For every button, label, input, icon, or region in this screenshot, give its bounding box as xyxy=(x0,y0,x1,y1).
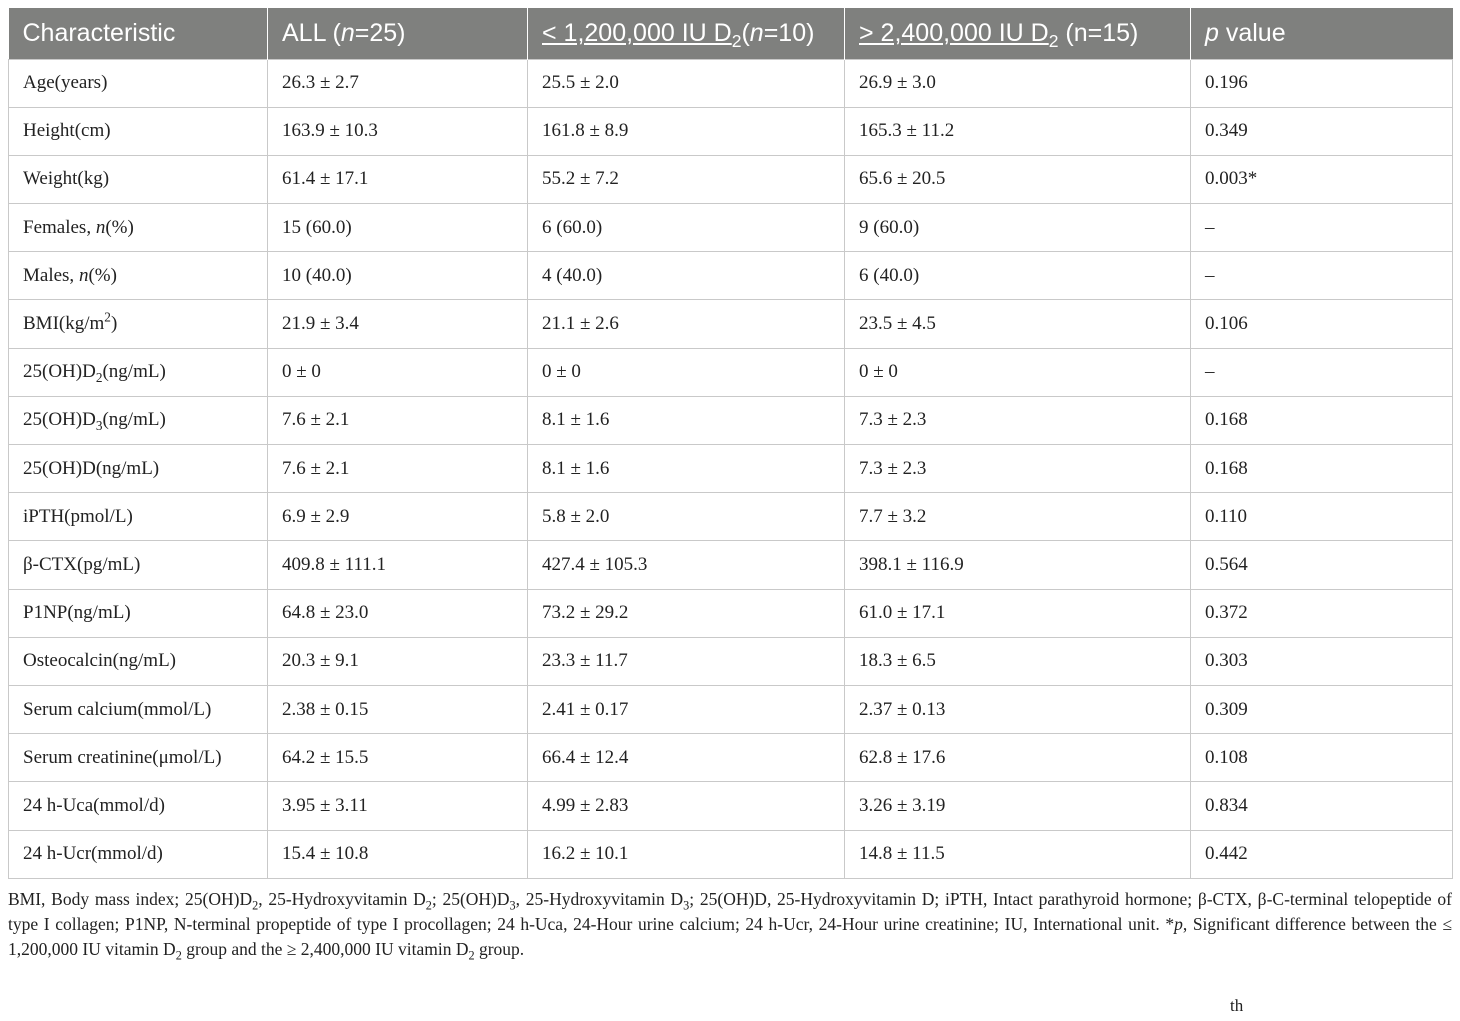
cell-low: 8.1 ± 1.6 xyxy=(528,396,845,444)
cell-p: 0.309 xyxy=(1191,685,1453,733)
table-container xyxy=(8,8,1452,879)
cell-all: 3.95 ± 3.11 xyxy=(268,782,528,830)
cell-low: 55.2 ± 7.2 xyxy=(528,155,845,203)
row-label: Males, n(%) xyxy=(9,252,268,300)
table-row xyxy=(9,445,1453,493)
cell-all: 20.3 ± 9.1 xyxy=(268,637,528,685)
cell-p: 0.108 xyxy=(1191,734,1453,782)
row-label: Age(years) xyxy=(9,59,268,107)
cell-p: 0.442 xyxy=(1191,830,1453,878)
cell-high: 62.8 ± 17.6 xyxy=(845,734,1191,782)
header-characteristic: Characteristic xyxy=(9,8,268,59)
row-label: Females, n(%) xyxy=(9,204,268,252)
cell-high: 26.9 ± 3.0 xyxy=(845,59,1191,107)
cell-p: – xyxy=(1191,348,1453,396)
row-label: 25(OH)D(ng/mL) xyxy=(9,445,268,493)
cell-p: 0.303 xyxy=(1191,637,1453,685)
cell-all: 61.4 ± 17.1 xyxy=(268,155,528,203)
cell-all: 21.9 ± 3.4 xyxy=(268,300,528,348)
cell-low: 23.3 ± 11.7 xyxy=(528,637,845,685)
cell-high: 2.37 ± 0.13 xyxy=(845,685,1191,733)
row-label: $BMI(kg/m^2)$ xyxy=(9,300,268,348)
row-label: $25(OH)D_3(ng/mL)$ xyxy=(9,396,268,444)
cell-p: 0.106 xyxy=(1191,300,1453,348)
cell-high: 18.3 ± 6.5 xyxy=(845,637,1191,685)
table-row xyxy=(9,204,1453,252)
row-label: 24 h-Ucr(mmol/d) xyxy=(9,830,268,878)
cell-p: – xyxy=(1191,204,1453,252)
cell-low: 161.8 ± 8.9 xyxy=(528,107,845,155)
cell-low: 21.1 ± 2.6 xyxy=(528,300,845,348)
cell-p: 0.834 xyxy=(1191,782,1453,830)
row-label: iPTH(pmol/L) xyxy=(9,493,268,541)
header-row xyxy=(9,8,1453,59)
cell-high: 65.6 ± 20.5 xyxy=(845,155,1191,203)
row-label: Serum creatinine(μmol/L) xyxy=(9,734,268,782)
header-high-dose: > 2,400,000 IU $D_2$ (n=15) xyxy=(845,8,1191,59)
row-label: Height(cm) xyxy=(9,107,268,155)
table-row xyxy=(9,541,1453,589)
table-row xyxy=(9,300,1453,348)
cell-high: 7.3 ± 2.3 xyxy=(845,445,1191,493)
table-row xyxy=(9,782,1453,830)
characteristics-table xyxy=(8,8,1453,879)
cell-p: 0.196 xyxy=(1191,59,1453,107)
cell-low: 4.99 ± 2.83 xyxy=(528,782,845,830)
cell-all: 10 (40.0) xyxy=(268,252,528,300)
table-row xyxy=(9,59,1453,107)
cell-high: 0 ± 0 xyxy=(845,348,1191,396)
cell-low: 427.4 ± 105.3 xyxy=(528,541,845,589)
cell-high: 3.26 ± 3.19 xyxy=(845,782,1191,830)
table-row xyxy=(9,252,1453,300)
header-all: ALL (n=25) xyxy=(268,8,528,59)
cell-high: 14.8 ± 11.5 xyxy=(845,830,1191,878)
cell-high: 7.3 ± 2.3 xyxy=(845,396,1191,444)
cell-low: 66.4 ± 12.4 xyxy=(528,734,845,782)
table-row xyxy=(9,830,1453,878)
cell-high: 6 (40.0) xyxy=(845,252,1191,300)
cell-p: – xyxy=(1191,252,1453,300)
table-row xyxy=(9,107,1453,155)
table-row xyxy=(9,396,1453,444)
header-low-dose: < 1,200,000 IU $D_2(n=10)$ xyxy=(528,8,845,59)
cell-low: 5.8 ± 2.0 xyxy=(528,493,845,541)
cell-high: 165.3 ± 11.2 xyxy=(845,107,1191,155)
cell-all: 2.38 ± 0.15 xyxy=(268,685,528,733)
cell-high: 398.1 ± 116.9 xyxy=(845,541,1191,589)
cell-all: 0 ± 0 xyxy=(268,348,528,396)
cell-low: 4 (40.0) xyxy=(528,252,845,300)
cell-all: 7.6 ± 2.1 xyxy=(268,445,528,493)
cell-p: 0.372 xyxy=(1191,589,1453,637)
cell-all: 163.9 ± 10.3 xyxy=(268,107,528,155)
table-row xyxy=(9,685,1453,733)
cell-all: 15 (60.0) xyxy=(268,204,528,252)
cell-p: 0.564 xyxy=(1191,541,1453,589)
cell-all: 64.2 ± 15.5 xyxy=(268,734,528,782)
cell-p: 0.110 xyxy=(1191,493,1453,541)
cell-p: 0.168 xyxy=(1191,445,1453,493)
cell-all: 64.8 ± 23.0 xyxy=(268,589,528,637)
row-label: 24 h-Uca(mmol/d) xyxy=(9,782,268,830)
row-label: P1NP(ng/mL) xyxy=(9,589,268,637)
table-row xyxy=(9,155,1453,203)
header-p-value: p value xyxy=(1191,8,1453,59)
cell-low: 8.1 ± 1.6 xyxy=(528,445,845,493)
cell-low: 0 ± 0 xyxy=(528,348,845,396)
cell-low: 2.41 ± 0.17 xyxy=(528,685,845,733)
cell-high: 61.0 ± 17.1 xyxy=(845,589,1191,637)
cell-low: 25.5 ± 2.0 xyxy=(528,59,845,107)
stray-text: th xyxy=(1230,996,1244,1015)
cell-low: 6 (60.0) xyxy=(528,204,845,252)
row-label: β-CTX(pg/mL) xyxy=(9,541,268,589)
cell-all: 26.3 ± 2.7 xyxy=(268,59,528,107)
cell-all: 409.8 ± 111.1 xyxy=(268,541,528,589)
table-row xyxy=(9,734,1453,782)
row-label: Serum calcium(mmol/L) xyxy=(9,685,268,733)
cell-high: 7.7 ± 3.2 xyxy=(845,493,1191,541)
cell-p: 0.349 xyxy=(1191,107,1453,155)
table-row xyxy=(9,637,1453,685)
cell-low: 16.2 ± 10.1 xyxy=(528,830,845,878)
table-row xyxy=(9,348,1453,396)
cell-p: 0.003* xyxy=(1191,155,1453,203)
cell-high: 23.5 ± 4.5 xyxy=(845,300,1191,348)
cell-all: 6.9 ± 2.9 xyxy=(268,493,528,541)
row-label: Osteocalcin(ng/mL) xyxy=(9,637,268,685)
cell-high: 9 (60.0) xyxy=(845,204,1191,252)
cell-all: 7.6 ± 2.1 xyxy=(268,396,528,444)
cell-p: 0.168 xyxy=(1191,396,1453,444)
cell-all: 15.4 ± 10.8 xyxy=(268,830,528,878)
row-label: $25(OH)D_2(ng/mL)$ xyxy=(9,348,268,396)
table-row xyxy=(9,589,1453,637)
table-footnote: BMI, Body mass index; $25(OH)D_2$, 25-Hydroxyvitamin $D_2$; $25(OH)D_3$, 25-Hydroxyvitamin $D_3$; 25(OH)D, 25-Hydroxyvitamin D; iPTH, Intact parathyroid hormone; β-CTX, β-C-terminal telopeptide of type I collagen; P1NP, N-terminal propeptide of type I procollagen; 24 h-Uca, 24-Hour urine calcium; 24 h-Ucr, 24-Hour urine creatinine; IU, International unit. *p, Significant difference between the ≤ 1,200,000 IU vitamin $D_2$ group and the ≥ 2,400,000 IU vitamin $D_2$ group. xyxy=(8,889,1453,963)
table-row xyxy=(9,493,1453,541)
cell-low: 73.2 ± 29.2 xyxy=(528,589,845,637)
row-label: Weight(kg) xyxy=(9,155,268,203)
